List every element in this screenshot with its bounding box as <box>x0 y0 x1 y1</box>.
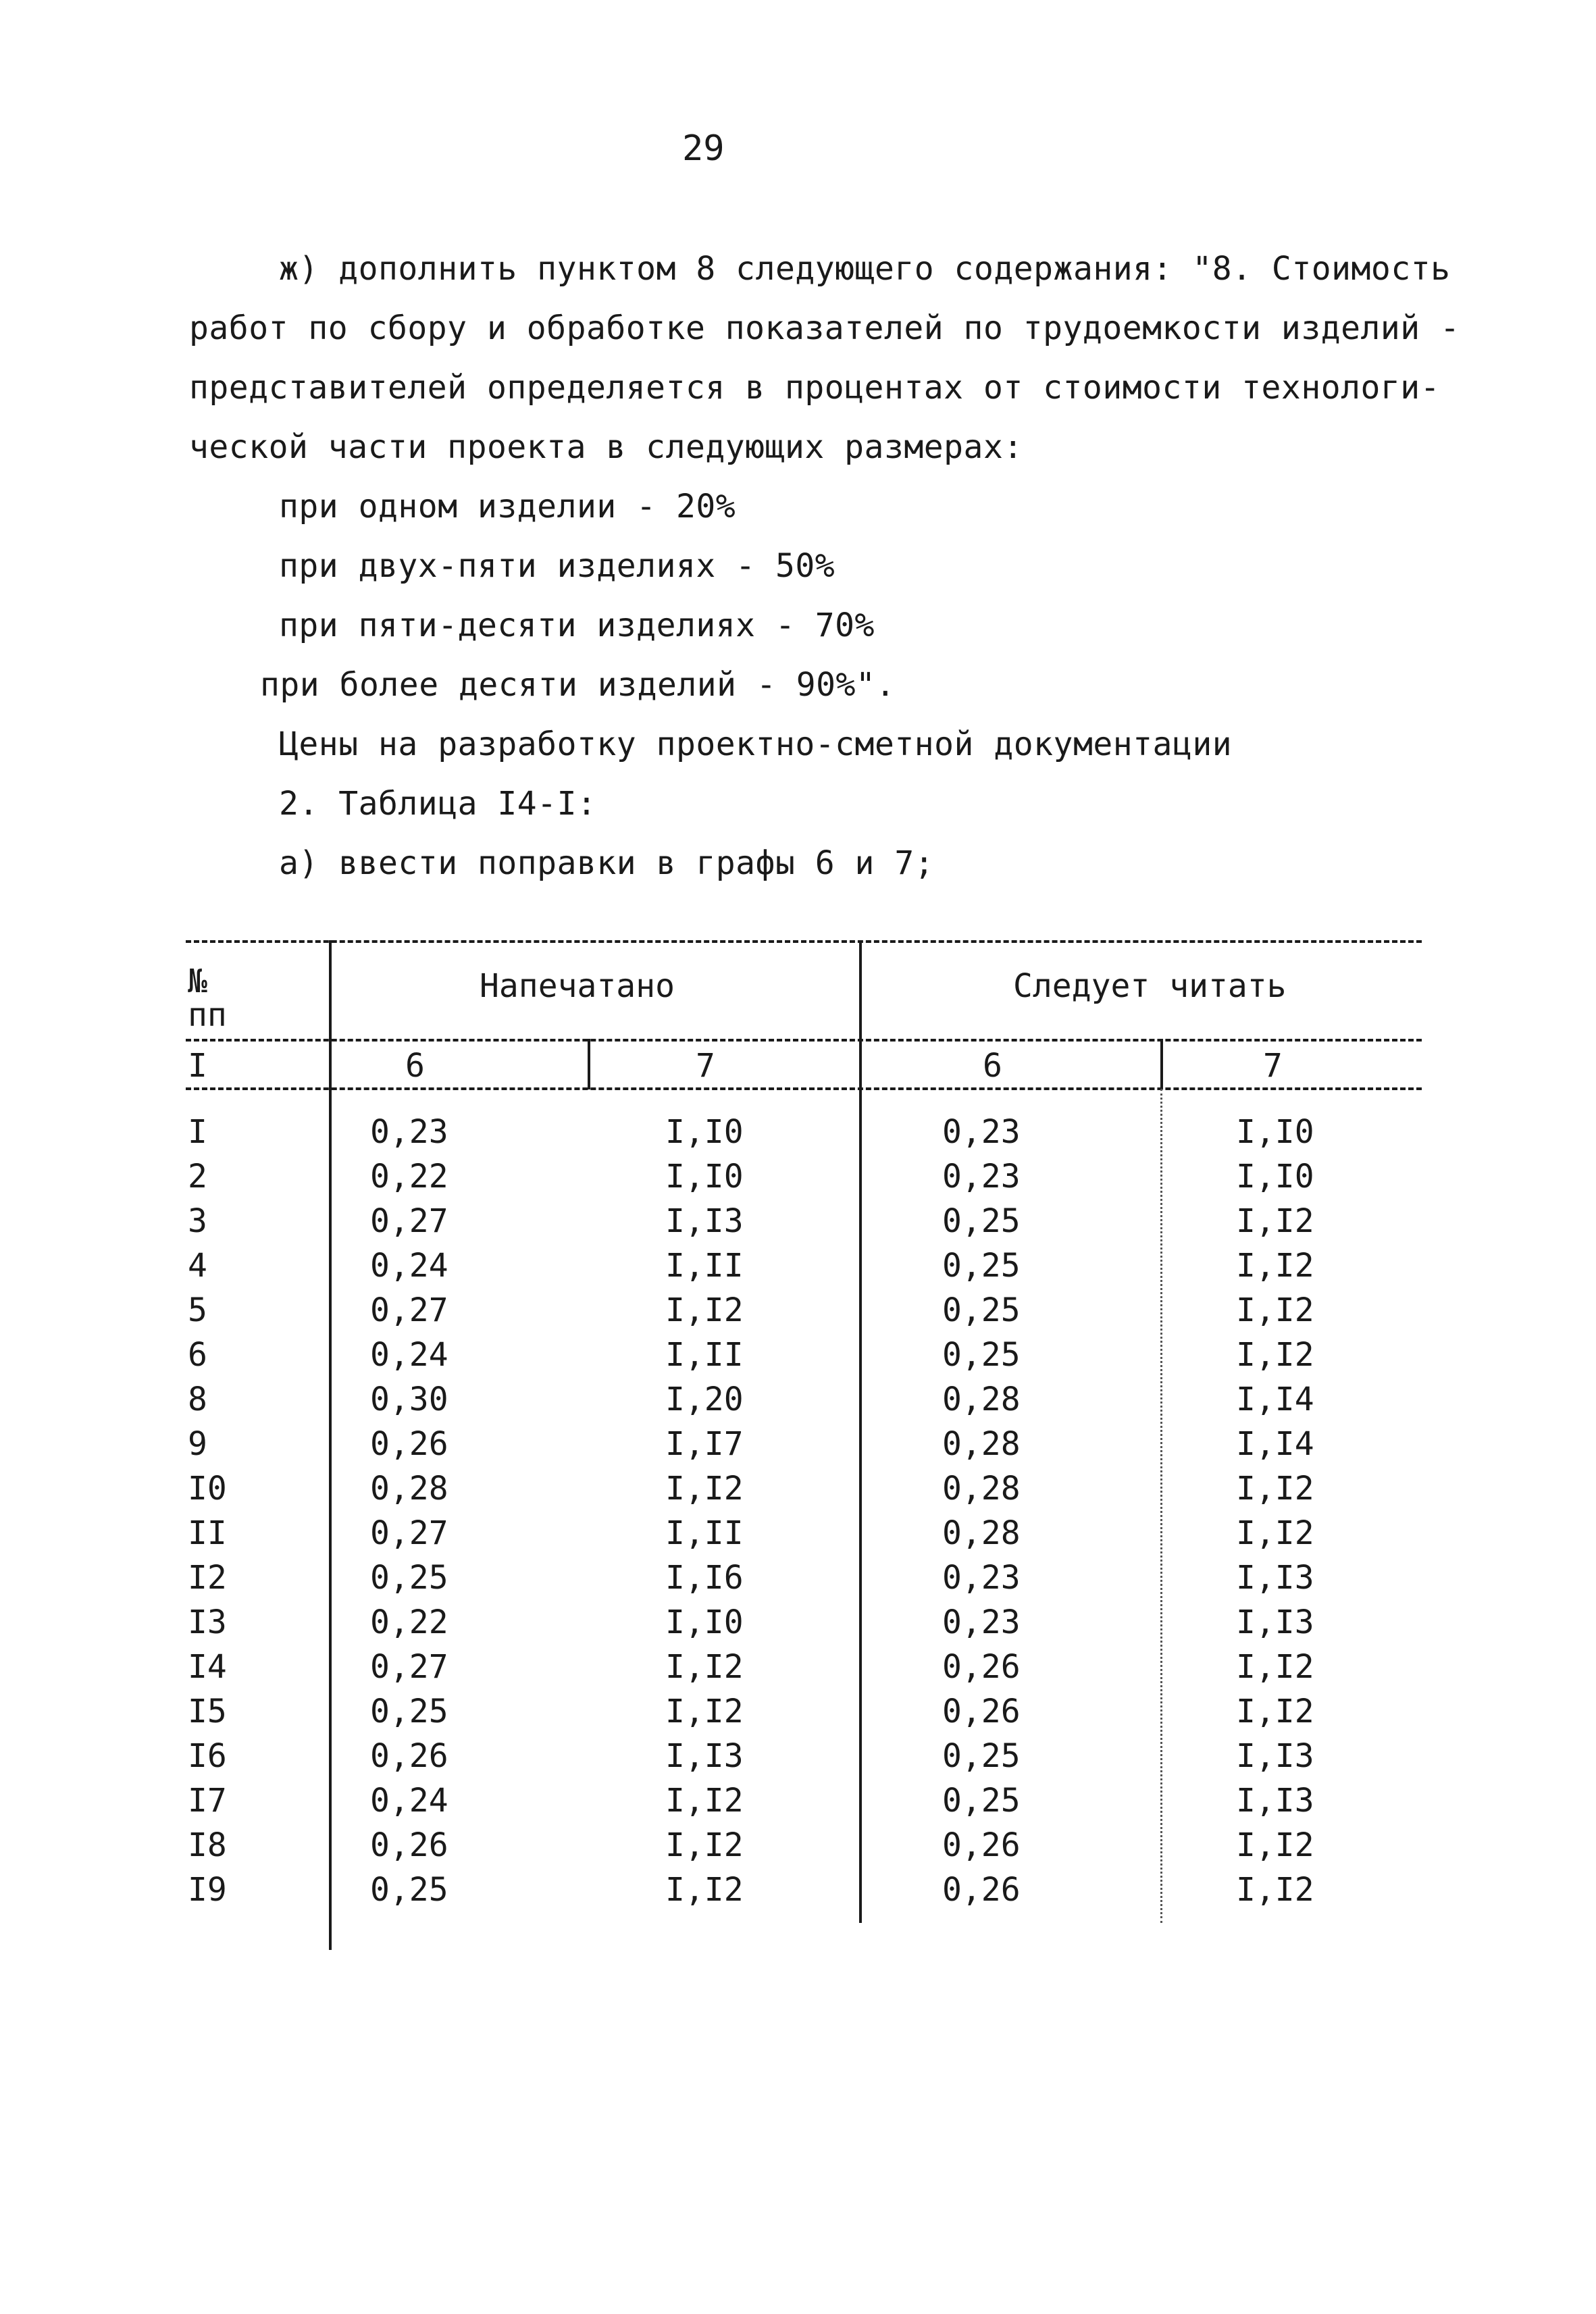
column-number: 7 <box>1263 1047 1283 1085</box>
table-cell-p7: I,I6 <box>665 1559 744 1597</box>
table-top-rule <box>186 940 1422 943</box>
header-number-symbol: № <box>188 962 207 1000</box>
table-cell-s6: 0,28 <box>942 1381 1021 1418</box>
table-cell-p7: I,I3 <box>665 1202 744 1240</box>
header-should-read: Следует читать <box>1013 967 1287 1005</box>
table-cell-p7: I,I2 <box>665 1648 744 1686</box>
paragraph-line: представителей определяется в процентах от стоимости технологи- <box>189 369 1441 407</box>
table-cell-no: I6 <box>188 1737 227 1775</box>
table-cell-p6: 0,26 <box>370 1737 448 1775</box>
table-cell-s7: I,I3 <box>1236 1782 1314 1820</box>
table-cell-p7: I,I0 <box>665 1113 744 1151</box>
paragraph-line: работ по сбору и обработке показателей по трудоемкости изделий - <box>189 309 1460 347</box>
table-cell-no: I <box>188 1113 207 1151</box>
table-column-divider <box>329 940 332 1950</box>
table-cell-s6: 0,26 <box>942 1826 1021 1864</box>
table-cell-p6: 0,27 <box>370 1291 448 1329</box>
size-item: при пяти-десяти изделиях - 70% <box>279 607 875 644</box>
table-cell-s7: I,I2 <box>1236 1247 1314 1285</box>
table-cell-s6: 0,25 <box>942 1737 1021 1775</box>
table-cell-no: 3 <box>188 1202 207 1240</box>
table-cell-no: I5 <box>188 1693 227 1730</box>
table-cell-s7: I,I2 <box>1236 1202 1314 1240</box>
table-cell-s7: I,I2 <box>1236 1871 1314 1909</box>
table-cell-no: I3 <box>188 1603 227 1641</box>
table-cell-s6: 0,26 <box>942 1648 1021 1686</box>
table-cell-p6: 0,25 <box>370 1871 448 1909</box>
table-cell-s6: 0,28 <box>942 1470 1021 1508</box>
table-cell-s7: I,I3 <box>1236 1737 1314 1775</box>
table-cell-s6: 0,28 <box>942 1514 1021 1552</box>
instruction: а) ввести поправки в графы 6 и 7; <box>279 844 935 882</box>
table-cell-p6: 0,22 <box>370 1158 448 1195</box>
table-cell-p7: I,I2 <box>665 1693 744 1730</box>
page-number: 29 <box>682 128 725 169</box>
table-cell-s6: 0,23 <box>942 1113 1021 1151</box>
paragraph-line: ческой части проекта в следующих размерах: <box>189 428 1023 466</box>
table-cell-p7: I,II <box>665 1514 744 1552</box>
table-cell-p6: 0,30 <box>370 1381 448 1418</box>
table-cell-s7: I,I3 <box>1236 1603 1314 1641</box>
table-cell-no: I7 <box>188 1782 227 1820</box>
table-cell-s7: I,I2 <box>1236 1826 1314 1864</box>
table-subcolumn-divider <box>588 1039 590 1089</box>
header-printed: Напечатано <box>480 967 675 1005</box>
table-cell-s7: I,I2 <box>1236 1470 1314 1508</box>
table-cell-s6: 0,26 <box>942 1871 1021 1909</box>
column-number: I <box>188 1047 207 1085</box>
section-title: Цены на разработку проектно-сметной документации <box>279 725 1233 763</box>
size-item: при двух-пяти изделиях - 50% <box>279 547 835 585</box>
table-cell-p7: I,II <box>665 1336 744 1374</box>
table-cell-no: 8 <box>188 1381 207 1418</box>
table-cell-p6: 0,24 <box>370 1782 448 1820</box>
table-cell-no: I4 <box>188 1648 227 1686</box>
table-subcolumn-divider <box>1160 1039 1163 1089</box>
column-number: 7 <box>696 1047 715 1085</box>
table-cell-s7: I,I2 <box>1236 1514 1314 1552</box>
table-cell-p7: I,I2 <box>665 1291 744 1329</box>
table-cell-no: 5 <box>188 1291 207 1329</box>
size-item: при более десяти изделий - 90%". <box>260 666 896 704</box>
column-number: 6 <box>983 1047 1002 1085</box>
table-cell-s7: I,I4 <box>1236 1425 1314 1463</box>
table-cell-no: 2 <box>188 1158 207 1195</box>
table-cell-p6: 0,26 <box>370 1826 448 1864</box>
table-cell-p7: I,I0 <box>665 1603 744 1641</box>
table-cell-p6: 0,28 <box>370 1470 448 1508</box>
table-cell-s7: I,I2 <box>1236 1693 1314 1730</box>
table-cell-p6: 0,22 <box>370 1603 448 1641</box>
table-header-rule <box>186 1039 1422 1042</box>
paragraph-line: ж) дополнить пунктом 8 следующего содержания: "8. Стоимость <box>279 250 1451 288</box>
table-number-rule <box>186 1087 1422 1090</box>
table-cell-s6: 0,23 <box>942 1559 1021 1597</box>
table-cell-p7: I,20 <box>665 1381 744 1418</box>
table-cell-s6: 0,28 <box>942 1425 1021 1463</box>
table-cell-s6: 0,25 <box>942 1291 1021 1329</box>
table-cell-p6: 0,23 <box>370 1113 448 1151</box>
table-cell-s6: 0,23 <box>942 1603 1021 1641</box>
table-cell-s7: I,I0 <box>1236 1158 1314 1195</box>
table-cell-no: I9 <box>188 1871 227 1909</box>
table-cell-no: 4 <box>188 1247 207 1285</box>
table-group-divider <box>859 940 862 1923</box>
table-cell-p6: 0,24 <box>370 1247 448 1285</box>
table-reference: 2. Таблица I4-I: <box>279 785 597 823</box>
size-item: при одном изделии - 20% <box>279 488 736 525</box>
table-cell-s6: 0,25 <box>942 1202 1021 1240</box>
column-number: 6 <box>405 1047 425 1085</box>
table-cell-s7: I,I2 <box>1236 1336 1314 1374</box>
table-cell-p7: I,I2 <box>665 1782 744 1820</box>
table-cell-p6: 0,26 <box>370 1425 448 1463</box>
table-cell-p6: 0,27 <box>370 1514 448 1552</box>
table-cell-p7: I,I2 <box>665 1470 744 1508</box>
table-cell-p6: 0,27 <box>370 1202 448 1240</box>
table-cell-s7: I,I2 <box>1236 1648 1314 1686</box>
table-cell-no: 6 <box>188 1336 207 1374</box>
table-cell-p6: 0,25 <box>370 1693 448 1730</box>
table-cell-s7: I,I3 <box>1236 1559 1314 1597</box>
table-cell-s6: 0,26 <box>942 1693 1021 1730</box>
table-cell-s7: I,I0 <box>1236 1113 1314 1151</box>
table-cell-p6: 0,24 <box>370 1336 448 1374</box>
table-cell-no: I2 <box>188 1559 227 1597</box>
table-cell-no: I0 <box>188 1470 227 1508</box>
table-cell-s6: 0,25 <box>942 1247 1021 1285</box>
table-cell-p7: I,I2 <box>665 1826 744 1864</box>
table-cell-p7: I,I7 <box>665 1425 744 1463</box>
table-cell-no: 9 <box>188 1425 207 1463</box>
table-cell-s6: 0,23 <box>942 1158 1021 1195</box>
table-cell-s6: 0,25 <box>942 1336 1021 1374</box>
table-cell-s7: I,I2 <box>1236 1291 1314 1329</box>
table-cell-p7: I,I2 <box>665 1871 744 1909</box>
table-cell-p6: 0,27 <box>370 1648 448 1686</box>
table-cell-no: II <box>188 1514 227 1552</box>
header-number-abbrev: пп <box>188 996 227 1034</box>
table-cell-p7: I,II <box>665 1247 744 1285</box>
table-cell-s7: I,I4 <box>1236 1381 1314 1418</box>
table-cell-no: I8 <box>188 1826 227 1864</box>
table-cell-s6: 0,25 <box>942 1782 1021 1820</box>
table-cell-p7: I,I0 <box>665 1158 744 1195</box>
table-cell-p6: 0,25 <box>370 1559 448 1597</box>
table-cell-p7: I,I3 <box>665 1737 744 1775</box>
table-subcolumn-divider <box>1160 1089 1162 1923</box>
